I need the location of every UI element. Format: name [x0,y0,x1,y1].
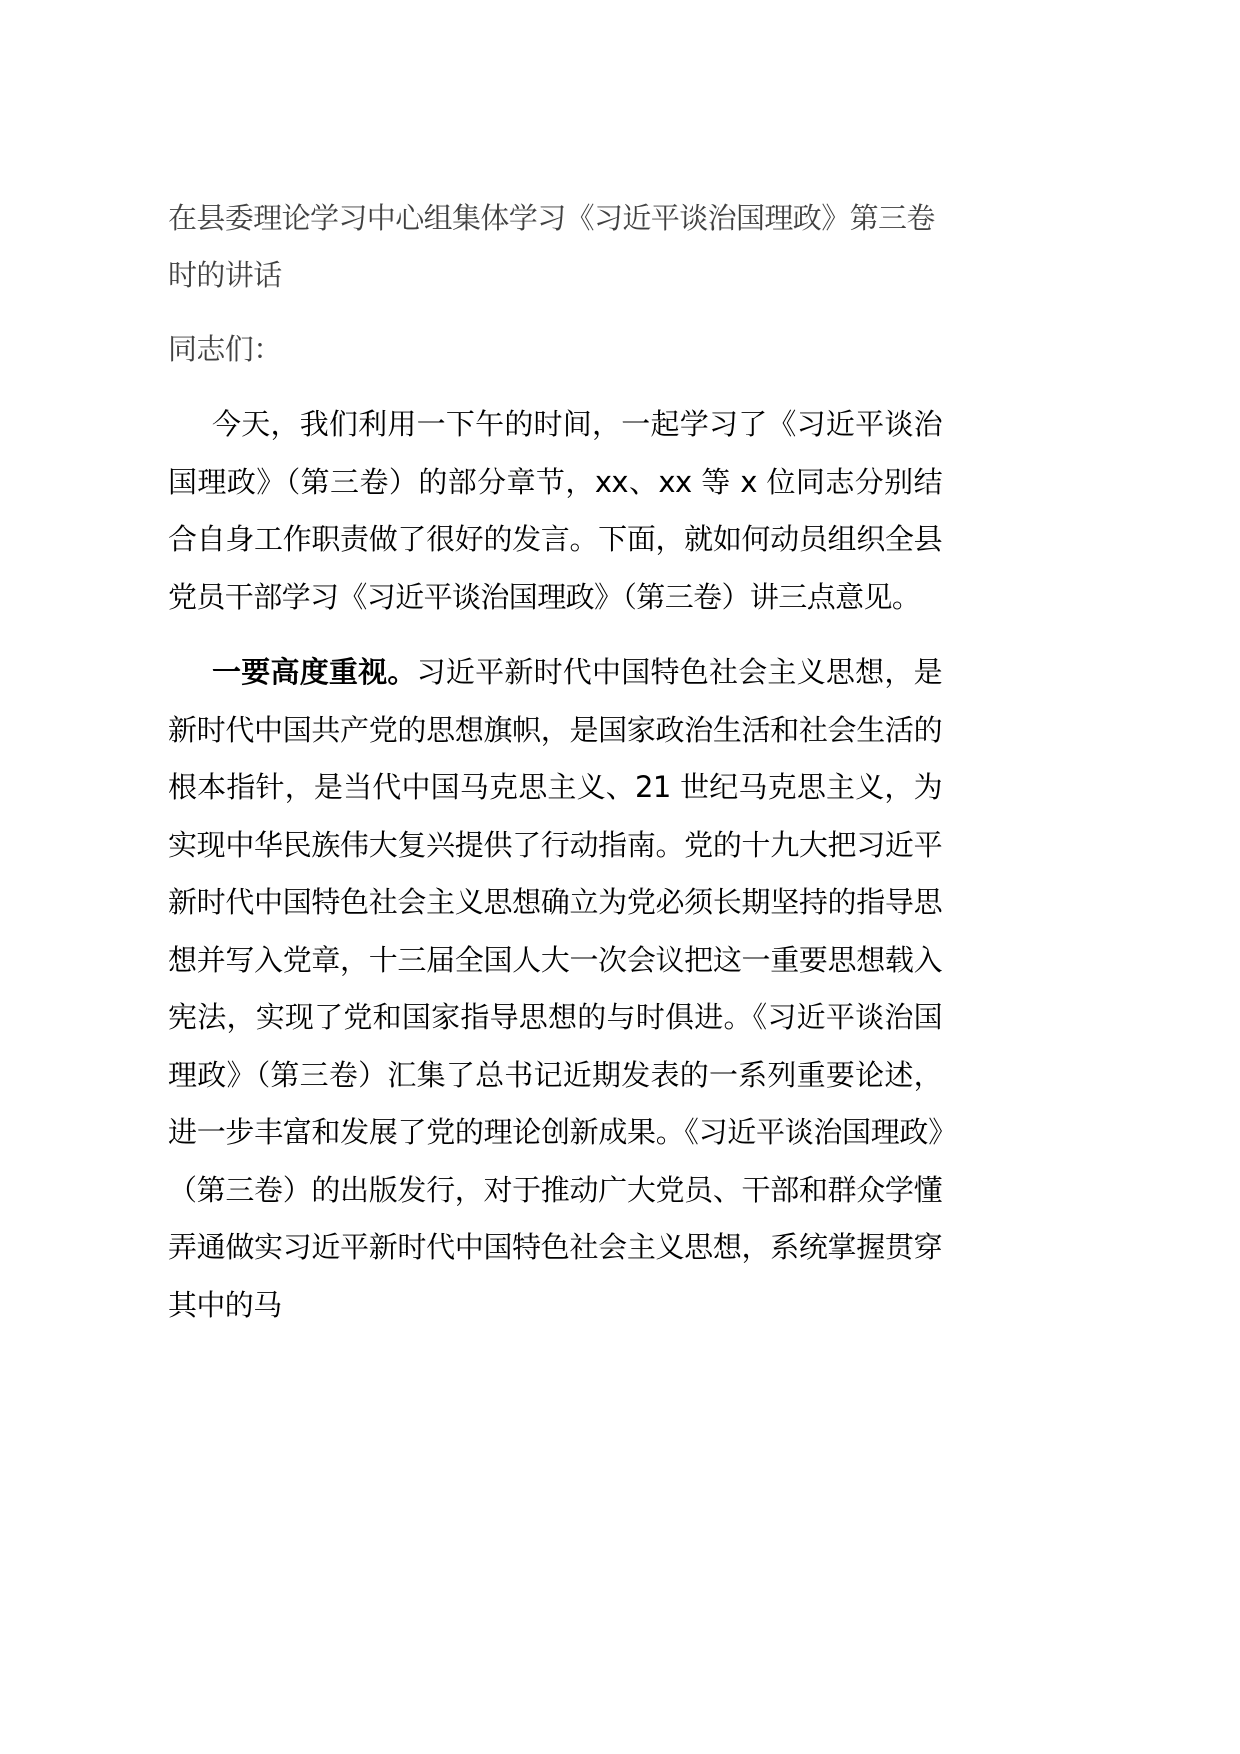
paragraph-point-one [168,644,942,1334]
paragraph-lead-heading: 一要高度重视。 [212,655,417,689]
document-page [168,190,942,1352]
paragraph-intro [168,396,942,626]
salutation: 同志们： [168,332,282,366]
paragraph-text: 习近平新时代中国特色社会主义思想，是新时代中国共产党的思想旗帜，是国家政治生活和社会生活的根本指针，是当代中国马克思主义、21 世纪马克思主义，为实现中华民族伟大复兴提供了行动指南。党的十九大把习近平新时代中国特色社会主义思想确立为党必须长期坚持的指导思想并写入党章，十三届全国人大一次会议把这一重要思想载入宪法，实现了党和国家指导思想的与时俱进。《习近平谈治国理政》（第三卷）汇集了总书记近期发表的一系列重要论述，进一步丰富和发展了党的理论创新成果。《习近平谈治国理政》（第三卷）的出版发行，对于推动广大党员、干部和群众学懂弄通做实习近平新时代中国特色社会主义思想，系统掌握贯穿其中的马 [168,655,942,1322]
paragraph-text: 今天，我们利用一下午的时间，一起学习了《习近平谈治国理政》（第三卷）的部分章节，xx、xx 等 x 位同志分别结合自身工作职责做了很好的发言。下面，就如何动员组织全县党员干部学习《习近平谈治国理政》（第三卷）讲三点意见。 [168,407,942,614]
document-title: 在县委理论学习中心组集体学习《习近平谈治国理政》第三卷时的讲话 [168,201,935,292]
